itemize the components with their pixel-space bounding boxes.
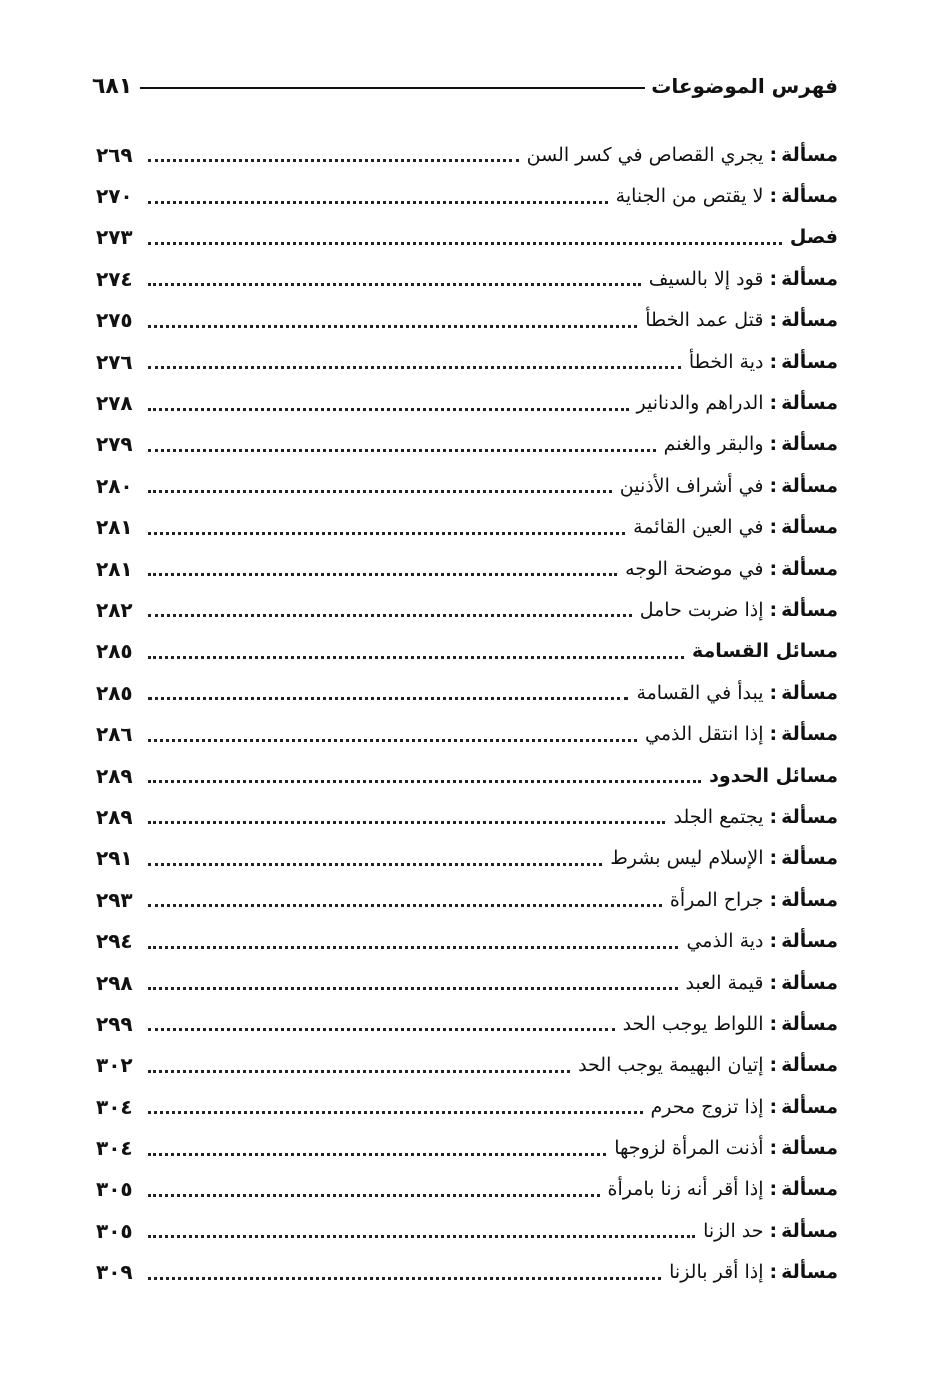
entry-label: مسألة	[781, 930, 838, 953]
entry-colon: :	[769, 185, 778, 208]
toc-entry	[96, 1169, 838, 1210]
entry-title: دية الذمي	[686, 930, 764, 953]
toc-entry	[96, 713, 838, 754]
dot-leader	[148, 159, 519, 162]
entry-page-number: ٢٩١	[96, 846, 133, 871]
entry-colon: :	[769, 930, 778, 953]
entry-label: مسألة	[781, 185, 838, 208]
dot-leader	[148, 408, 629, 411]
entry-title: قود إلا بالسيف	[648, 267, 764, 290]
toc-entry	[96, 300, 838, 341]
entry-page-number: ٢٨٦	[96, 722, 133, 747]
entry-page-number: ٣٠٥	[96, 1177, 133, 1202]
dot-leader	[148, 283, 641, 286]
dot-leader	[148, 863, 602, 866]
dot-leader	[148, 366, 681, 369]
entry-label: مسألة	[781, 350, 838, 373]
toc-entry	[96, 838, 838, 879]
entry-label: مسألة	[781, 1095, 838, 1118]
dot-leader	[148, 573, 617, 576]
entry-colon: :	[769, 598, 778, 621]
entry-page-number: ٣٠٤	[96, 1136, 133, 1161]
entry-page-number: ٢٩٨	[96, 970, 133, 995]
entry-page-number: ٢٩٤	[96, 929, 133, 954]
toc-entry	[96, 382, 838, 423]
entry-title: إذا أقر أنه زنا بامرأة	[607, 1178, 764, 1201]
entry-colon: :	[769, 888, 778, 911]
entry-title: الإسلام ليس بشرط	[610, 847, 764, 870]
dot-leader	[148, 697, 628, 700]
entry-page-number: ٢٧٨	[96, 391, 133, 416]
entry-title: في أشراف الأذنين	[619, 474, 764, 497]
entry-title: في العين القائمة	[633, 516, 764, 539]
dot-leader	[148, 325, 637, 328]
entry-label: مسألة	[781, 1012, 838, 1035]
toc-entry	[96, 1086, 838, 1127]
entry-title: اللواط يوجب الحد	[622, 1012, 764, 1035]
toc-entry	[96, 341, 838, 382]
toc-section-heading	[96, 755, 838, 796]
entry-title: حد الزنا	[703, 1219, 764, 1242]
entry-page-number: ٣٠٤	[96, 1094, 133, 1119]
entry-colon: :	[769, 309, 778, 332]
entry-title: يجتمع الجلد	[673, 805, 764, 828]
entry-page-number: ٢٧٦	[96, 349, 133, 374]
dot-leader	[148, 780, 701, 783]
dot-leader	[148, 1153, 606, 1156]
entry-page-number: ٢٨٠	[96, 473, 133, 498]
toc-entry	[96, 1210, 838, 1251]
entry-title: الدراهم والدنانير	[636, 392, 764, 415]
entry-page-number: ٢٨١	[96, 515, 133, 540]
toc-entry	[96, 424, 838, 465]
entry-colon: :	[769, 1012, 778, 1035]
toc-entry	[96, 507, 838, 548]
toc-entry	[96, 134, 838, 175]
entry-colon: :	[769, 392, 778, 415]
dot-leader	[148, 1070, 570, 1073]
entry-title: إذا تزوج محرم	[650, 1095, 764, 1118]
toc-section-heading	[96, 217, 838, 258]
dot-leader	[148, 490, 612, 493]
entry-colon: :	[769, 1261, 778, 1284]
entry-label: مسألة	[781, 598, 838, 621]
toc-entry	[96, 672, 838, 713]
entry-title: فصل	[789, 226, 838, 249]
entry-title: يجري القصاص في كسر السن	[526, 143, 764, 166]
dot-leader	[148, 1277, 661, 1280]
entry-label: مسألة	[781, 681, 838, 704]
entry-title: جراح المرأة	[669, 888, 764, 911]
dot-leader	[148, 904, 662, 907]
entry-page-number: ٢٨٩	[96, 804, 133, 829]
entry-title: أذنت المرأة لزوجها	[614, 1137, 764, 1160]
entry-colon: :	[769, 474, 778, 497]
dot-leader	[148, 1194, 600, 1197]
toc-entry	[96, 465, 838, 506]
table-of-contents	[96, 134, 838, 1293]
toc-entry	[96, 962, 838, 1003]
entry-colon: :	[769, 1178, 778, 1201]
entry-page-number: ٢٨٥	[96, 639, 133, 664]
dot-leader	[148, 821, 665, 824]
entry-page-number: ٢٨٢	[96, 597, 133, 622]
toc-entry	[96, 1252, 838, 1293]
entry-page-number: ٢٩٩	[96, 1011, 133, 1036]
entry-page-number: ٢٩٣	[96, 887, 133, 912]
entry-page-number: ٢٧٣	[96, 225, 133, 250]
entry-colon: :	[769, 267, 778, 290]
entry-label: مسألة	[781, 1261, 838, 1284]
entry-colon: :	[769, 723, 778, 746]
toc-entry	[96, 1045, 838, 1086]
page-number: ٦٨١	[92, 73, 133, 99]
dot-leader	[148, 201, 608, 204]
entry-page-number: ٢٨٥	[96, 680, 133, 705]
entry-page-number: ٣٠٥	[96, 1218, 133, 1243]
entry-title: إذا ضربت حامل	[639, 598, 764, 621]
entry-label: مسألة	[781, 474, 838, 497]
entry-label: مسألة	[781, 143, 838, 166]
toc-entry	[96, 796, 838, 837]
entry-colon: :	[769, 971, 778, 994]
entry-title: إذا انتقل الذمي	[645, 723, 764, 746]
entry-label: مسألة	[781, 516, 838, 539]
entry-colon: :	[769, 557, 778, 580]
entry-colon: :	[769, 805, 778, 828]
entry-page-number: ٢٨٩	[96, 763, 133, 788]
entry-page-number: ٢٦٩	[96, 142, 133, 167]
entry-title: لا يقتص من الجناية	[615, 185, 764, 208]
dot-leader	[148, 1111, 643, 1114]
entry-label: مسألة	[781, 971, 838, 994]
entry-colon: :	[769, 143, 778, 166]
entry-colon: :	[769, 1095, 778, 1118]
entry-colon: :	[769, 433, 778, 456]
entry-colon: :	[769, 350, 778, 373]
entry-title: والبقر والغنم	[663, 433, 764, 456]
dot-leader	[148, 449, 656, 452]
toc-entry	[96, 548, 838, 589]
toc-entry	[96, 258, 838, 299]
entry-colon: :	[769, 1219, 778, 1242]
entry-page-number: ٣٠٩	[96, 1260, 133, 1285]
entry-colon: :	[769, 516, 778, 539]
entry-page-number: ٣٠٢	[96, 1053, 133, 1078]
entry-page-number: ٢٧٠	[96, 184, 133, 209]
entry-label: مسألة	[781, 847, 838, 870]
dot-leader	[148, 946, 678, 949]
toc-entry	[96, 589, 838, 630]
toc-entry	[96, 920, 838, 961]
entry-page-number: ٢٧٤	[96, 266, 133, 291]
entry-label: مسألة	[781, 723, 838, 746]
entry-title: في موضحة الوجه	[625, 557, 764, 580]
entry-title: دية الخطأ	[688, 350, 764, 373]
dot-leader	[148, 614, 632, 617]
entry-colon: :	[769, 681, 778, 704]
header-rule	[140, 87, 645, 89]
entry-label: مسألة	[781, 392, 838, 415]
page-header	[92, 68, 838, 104]
entry-page-number: ٢٨١	[96, 556, 133, 581]
dot-leader	[148, 987, 678, 990]
entry-title: إذا أقر بالزنا	[669, 1261, 764, 1284]
entry-title: يبدأ في القسامة	[636, 681, 764, 704]
toc-entry	[96, 879, 838, 920]
entry-title: مسائل الحدود	[709, 764, 838, 787]
entry-page-number: ٢٧٥	[96, 308, 133, 333]
entry-label: مسألة	[781, 1054, 838, 1077]
entry-label: مسألة	[781, 267, 838, 290]
dot-leader	[148, 739, 637, 742]
entry-label: مسألة	[781, 309, 838, 332]
entry-colon: :	[769, 847, 778, 870]
entry-page-number: ٢٧٩	[96, 432, 133, 457]
entry-label: مسألة	[781, 1219, 838, 1242]
dot-leader	[148, 656, 684, 659]
toc-entry	[96, 1003, 838, 1044]
entry-title: إتيان البهيمة يوجب الحد	[578, 1054, 764, 1077]
running-title: فهرس الموضوعات	[651, 74, 838, 98]
dot-leader	[148, 242, 782, 245]
dot-leader	[148, 1235, 695, 1238]
entry-label: مسألة	[781, 433, 838, 456]
entry-title: قيمة العبد	[685, 971, 764, 994]
dot-leader	[148, 1028, 615, 1031]
entry-colon: :	[769, 1054, 778, 1077]
entry-title: مسائل القسامة	[691, 640, 838, 663]
entry-title: قتل عمد الخطأ	[645, 309, 764, 332]
dot-leader	[148, 532, 625, 535]
entry-label: مسألة	[781, 805, 838, 828]
entry-colon: :	[769, 1137, 778, 1160]
entry-label: مسألة	[781, 1137, 838, 1160]
toc-section-heading	[96, 631, 838, 672]
entry-label: مسألة	[781, 888, 838, 911]
toc-entry	[96, 1127, 838, 1168]
entry-label: مسألة	[781, 557, 838, 580]
entry-label: مسألة	[781, 1178, 838, 1201]
toc-entry	[96, 175, 838, 216]
